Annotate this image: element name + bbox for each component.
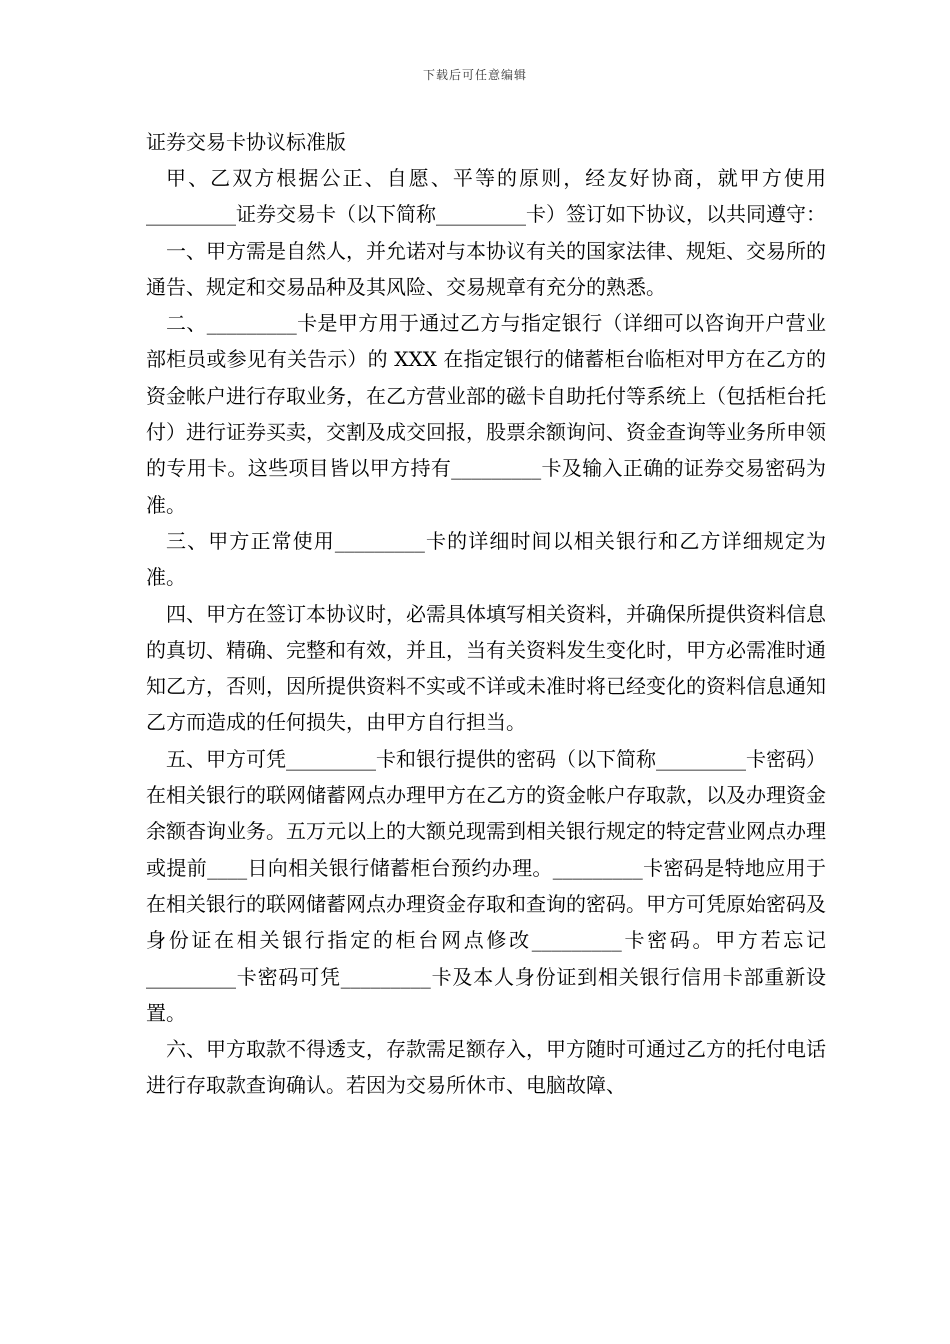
paragraph-clause-3: 三、甲方正常使用_________卡的详细时间以相关银行和乙方详细规定为准。 bbox=[146, 528, 826, 590]
paragraph-clause-5: 五、甲方可凭_________卡和银行提供的密码（以下简称_________卡密码）在相关银行的联网储蓄网点办理甲方在乙方的资金帐户存取款，以及办理资金余额杳询业务。五万元以上的大额兑现需到相关银行规定的特定营业网点办理或提前____日向相关银行储蓄柜台预约办理。_________卡密码是特地应用于在相关银行的联网储蓄网点办理资金存取和查询的密码。甲方可凭原始密码及身份证在相关银行指定的柜台网点修改_________卡密码。甲方若忘记_________卡密码可凭_________卡及本人身份证到相关银行信用卡部重新设置。 bbox=[146, 746, 826, 1025]
paragraph-clause-4: 四、甲方在签订本协议时，必需具体填写相关资料，并确保所提供资料信息的真切、精确、完整和有效，并且，当有关资料发生变化时，甲方必需准时通知乙方，否则，因所提供资料不实或不详或未准时将已经变化的资料信息通知乙方而造成的任何损失，由甲方自行担当。 bbox=[146, 601, 826, 735]
header-note: 下载后可任意编辑 bbox=[422, 68, 527, 82]
paragraph-clause-1: 一、甲方需是自然人，并允诺对与本协议有关的国家法律、规矩、交易所的通告、规定和交易品种及其风险、交易规章有充分的熟悉。 bbox=[146, 238, 826, 299]
document-body bbox=[146, 124, 826, 1104]
paragraph-preamble: 甲、乙双方根据公正、自愿、平等的原则，经友好协商，就甲方使用_________证券交易卡（以下简称_________卡）签订如下协议，以共同遵守： bbox=[146, 166, 826, 227]
paragraph-clause-2: 二、_________卡是甲方用于通过乙方与指定银行（详细可以咨询开户营业部柜员或参见有关告示）的 XXX 在指定银行的储蓄柜台临柜对甲方在乙方的资金帐户进行存取业务，在乙方营业部的磁卡自助托付等系统上（包括柜台托付）进行证券买卖，交割及成交回报，股票余额询问、资金查询等业务所申领的专用卡。这些项目皆以甲方持有_________卡及输入正确的证券交易密码为准。 bbox=[146, 311, 826, 517]
paragraph-clause-6: 六、甲方取款不得透支，存款需足额存入，甲方随时可通过乙方的托付电话进行存取款查询确认。若因为交易所休市、电脑故障、 bbox=[146, 1037, 826, 1098]
document-title: 证券交易卡协议标准版 bbox=[146, 130, 346, 154]
